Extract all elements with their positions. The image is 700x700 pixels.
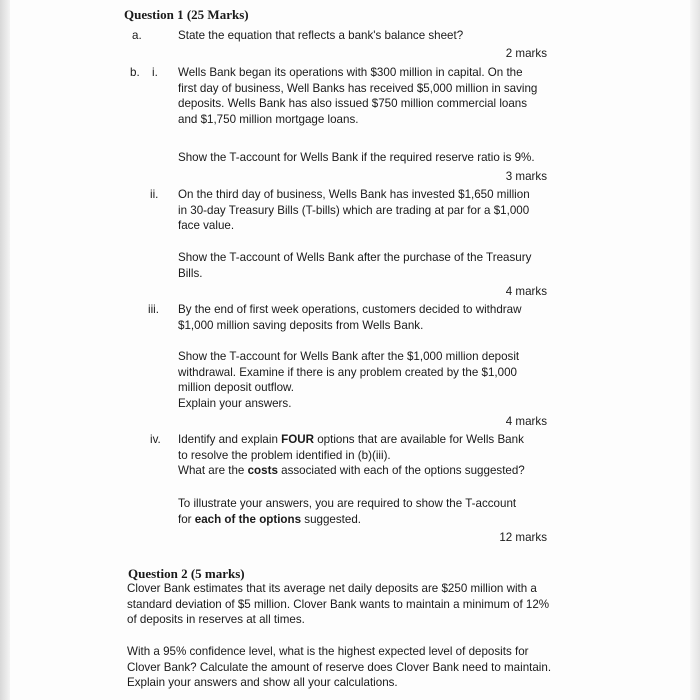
q1bi-line: deposits. Wells Bank has also issued $750 million commercial loans bbox=[178, 97, 528, 111]
q1biv-label: iv. bbox=[150, 433, 161, 446]
q1bii-label: ii. bbox=[150, 188, 159, 201]
q1biii-line: By the end of first week operations, customers decided to withdraw bbox=[178, 303, 522, 316]
q2-line: of deposits in reserves at all times. bbox=[127, 613, 305, 627]
q1bii-task-line: Bills. bbox=[178, 266, 203, 280]
q1biv-emphasis: each of the options bbox=[194, 512, 302, 526]
q2-line: Clover Bank estimates that its average net daily deposits are $250 million with a bbox=[127, 582, 537, 595]
q1bii-task-line: Show the T-account of Wells Bank after the purchase of the Treasury bbox=[178, 251, 532, 264]
q1biv-line bbox=[178, 432, 558, 448]
page-edge-left bbox=[0, 0, 10, 700]
q1bii-line: in 30-day Treasury Bills (T-bills) which are trading at par for a $1,000 bbox=[178, 203, 530, 217]
q2-paragraph-2 bbox=[127, 644, 587, 691]
q1biii-body bbox=[178, 302, 558, 333]
q1biii-label: iii. bbox=[148, 303, 159, 316]
q1biii-task-line: withdrawal. Examine if there is any problem created by the $1,000 bbox=[178, 365, 517, 379]
q1bii-marks: 4 marks bbox=[505, 285, 547, 298]
q1a-label: a. bbox=[132, 29, 142, 42]
q1biv-marks: 12 marks bbox=[499, 531, 547, 544]
q1bi-line: first day of business, Well Banks has received $5,000 million in saving bbox=[178, 81, 538, 95]
q1bi-line: Wells Bank began its operations with $300 million in capital. On the bbox=[178, 66, 523, 79]
q1biv-line: to resolve the problem identified in (b)(iii). bbox=[178, 448, 391, 462]
q1biv-line: To illustrate your answers, you are required to show the T-account bbox=[178, 497, 517, 510]
q1biv-emphasis: FOUR bbox=[281, 433, 314, 446]
page-edge-right bbox=[690, 0, 700, 700]
q1bi-task: Show the T-account for Wells Bank if the required reserve ratio is 9%. bbox=[178, 151, 535, 164]
q1bi-label: i. bbox=[152, 66, 158, 79]
q1biv-line bbox=[178, 463, 558, 479]
q1biv-text: suggested. bbox=[301, 512, 361, 526]
q1biv-line bbox=[178, 512, 558, 528]
q1biv-text: associated with each of the options suggested? bbox=[277, 464, 525, 478]
q1bi-line: and $1,750 million mortgage loans. bbox=[178, 112, 359, 126]
q2-paragraph-1 bbox=[127, 581, 587, 628]
q1biii-task-line: Show the T-account for Wells Bank after the $1,000 million deposit bbox=[178, 350, 520, 363]
q1biv-text: Identify and explain bbox=[178, 433, 282, 446]
q1a-marks: 2 marks bbox=[505, 47, 547, 60]
q1biv-text: options that are available for Wells Bank bbox=[314, 433, 524, 446]
q1bi-body bbox=[178, 65, 558, 127]
q1a-text: State the equation that reflects a bank's balance sheet? bbox=[178, 29, 464, 42]
q2-line: Clover Bank? Calculate the amount of reserve does Clover Bank need to maintain. bbox=[127, 660, 552, 674]
q1-heading: Question 1 (25 Marks) bbox=[124, 7, 249, 22]
q1biv-text: What are the bbox=[178, 464, 248, 478]
q1biii-marks: 4 marks bbox=[505, 415, 547, 428]
q1biv-body bbox=[178, 432, 558, 479]
q1bii-line: On the third day of business, Wells Bank has invested $1,650 million bbox=[178, 188, 530, 201]
q1bii-body bbox=[178, 187, 558, 234]
q1bi-marks: 3 marks bbox=[505, 170, 547, 183]
q1biii-task-line: million deposit outflow. bbox=[178, 381, 294, 395]
q1bii-line: face value. bbox=[178, 219, 235, 233]
q2-line: Explain your answers and show all your calculations. bbox=[127, 676, 398, 690]
q1biii-task bbox=[178, 349, 558, 411]
q1bii-task bbox=[178, 250, 558, 281]
q1biv-text: for bbox=[178, 512, 195, 526]
q1b-label: b. bbox=[130, 66, 140, 79]
q2-line: standard deviation of $5 million. Clover Bank wants to maintain a minimum of 12% bbox=[127, 597, 550, 611]
q2-line: With a 95% confidence level, what is the highest expected level of deposits for bbox=[127, 645, 529, 658]
q1biv-instruction bbox=[178, 496, 558, 527]
q1biii-line: $1,000 million saving deposits from Wells Bank. bbox=[178, 318, 424, 332]
q2-heading: Question 2 (5 marks) bbox=[128, 566, 245, 581]
q1biv-emphasis: costs bbox=[247, 464, 278, 478]
q1biii-task-line: Explain your answers. bbox=[178, 396, 292, 410]
